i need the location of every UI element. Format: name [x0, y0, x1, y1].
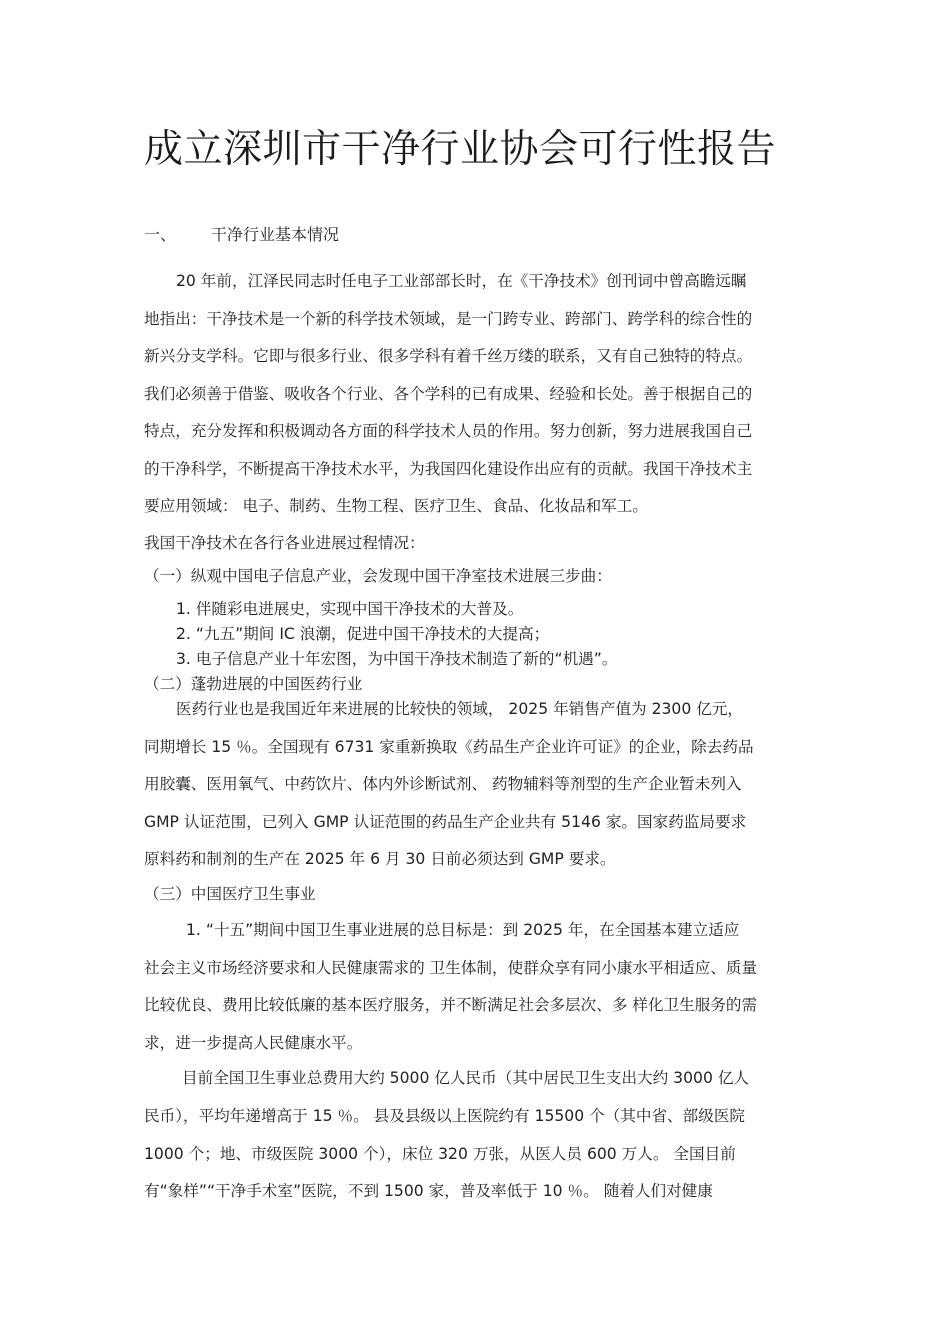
document-title: 成立深圳市干净行业协会可行性报告 [144, 127, 777, 172]
paragraph-line: 求，进一步提高人民健康水平。 [144, 1034, 363, 1052]
subsection-heading: （三）中国医疗卫生事业 [144, 885, 316, 903]
paragraph-line: 我们必须善于借鉴、吸收各个行业、各个学科的已有成果、经验和长处。善于根据自己的 [144, 385, 753, 403]
paragraph-line: 社会主义市场经济要求和人民健康需求的 卫生体制，使群众享有同小康水平相适应、质量 [144, 959, 758, 977]
paragraph-line: 用胶囊、医用氧气、中药饮片、体内外诊断试剂、 药物辅料等剂型的生产企业暂未列入 [144, 775, 742, 793]
paragraph-line: 我国干净技术在各行各业进展过程情况： [144, 534, 425, 552]
paragraph-line: 有“象样”“干净手术室”医院，不到 1500 家，普及率低于 10 ％。 随着人们对健康 [144, 1182, 713, 1200]
paragraph-line: 1. “十五”期间中国卫生事业进展的总目标是：到 2025 年，在全国基本建立适应 [186, 921, 740, 939]
paragraph-line: GMP 认证范围，已列入 GMP 认证范围的药品生产企业共有 5146 家。国家药监局要求 [144, 813, 747, 831]
subsection-heading: （二）蓬勃进展的中国医药行业 [144, 675, 363, 693]
paragraph-line: 比较优良、费用比较低廉的基本医疗服务，并不断满足社会多层次、多 样化卫生服务的需 [144, 996, 758, 1014]
paragraph-line: 目前全国卫生事业总费用大约 5000 亿人民币（其中居民卫生支出大约 3000 亿人 [182, 1069, 750, 1087]
list-item: 3. 电子信息产业十年宏图，为中国干净技术制造了新的“机遇”。 [176, 650, 618, 668]
paragraph-line: 的干净科学，不断提高干净技术水平，为我国四化建设作出应有的贡献。我国干净技术主 [144, 460, 753, 478]
list-item: 2. “九五”期间 IC 浪潮，促进中国干净技术的大提高； [176, 625, 550, 643]
list-item: 1. 伴随彩电进展史，实现中国干净技术的大普及。 [176, 600, 524, 618]
paragraph-line: 特点，充分发挥和积极调动各方面的科学技术人员的作用。努力创新，努力进展我国自己 [144, 422, 753, 440]
paragraph-line: 同期增长 15 ％。全国现有 6731 家重新换取《药品生产企业许可证》的企业，除去药品 [144, 738, 754, 756]
paragraph-line: 原料药和制剂的生产在 2025 年 6 月 30 日前必须达到 GMP 要求。 [144, 850, 616, 868]
paragraph-line: 医药行业也是我国近年来进展的比较快的领域， 2025 年销售产值为 2300 亿元， [176, 700, 744, 718]
paragraph-line: 20 年前，江泽民同志时任电子工业部部长时，在《干净技术》创刊词中曾高瞻远瞩 [176, 272, 747, 290]
paragraph-line: 民币），平均年递增高于 15 ％。 县及县级以上医院约有 15500 个（其中省、部级医院 [144, 1107, 746, 1125]
section-heading [144, 222, 339, 245]
paragraph-line: 1000 个；地、市级医院 3000 个），床位 320 万张，从医人员 600 万人。 全国目前 [144, 1145, 736, 1163]
paragraph-line: 要应用领域： 电子、制药、生物工程、医疗卫生、食品、化妆品和军工。 [144, 497, 648, 515]
section-title: 干净行业基本情况 [211, 225, 340, 244]
subsection-heading: （一）纵观中国电子信息产业，会发现中国干净室技术进展三步曲： [144, 567, 612, 585]
paragraph-line: 新兴分支学科。它即与很多行业、很多学科有着千丝万缕的联系，又有自己独特的特点。 [144, 347, 753, 365]
section-number: 一、 [144, 225, 177, 244]
paragraph-line: 地指出：干净技术是一个新的科学技术领域，是一门跨专业、跨部门、跨学科的综合性的 [144, 310, 753, 328]
